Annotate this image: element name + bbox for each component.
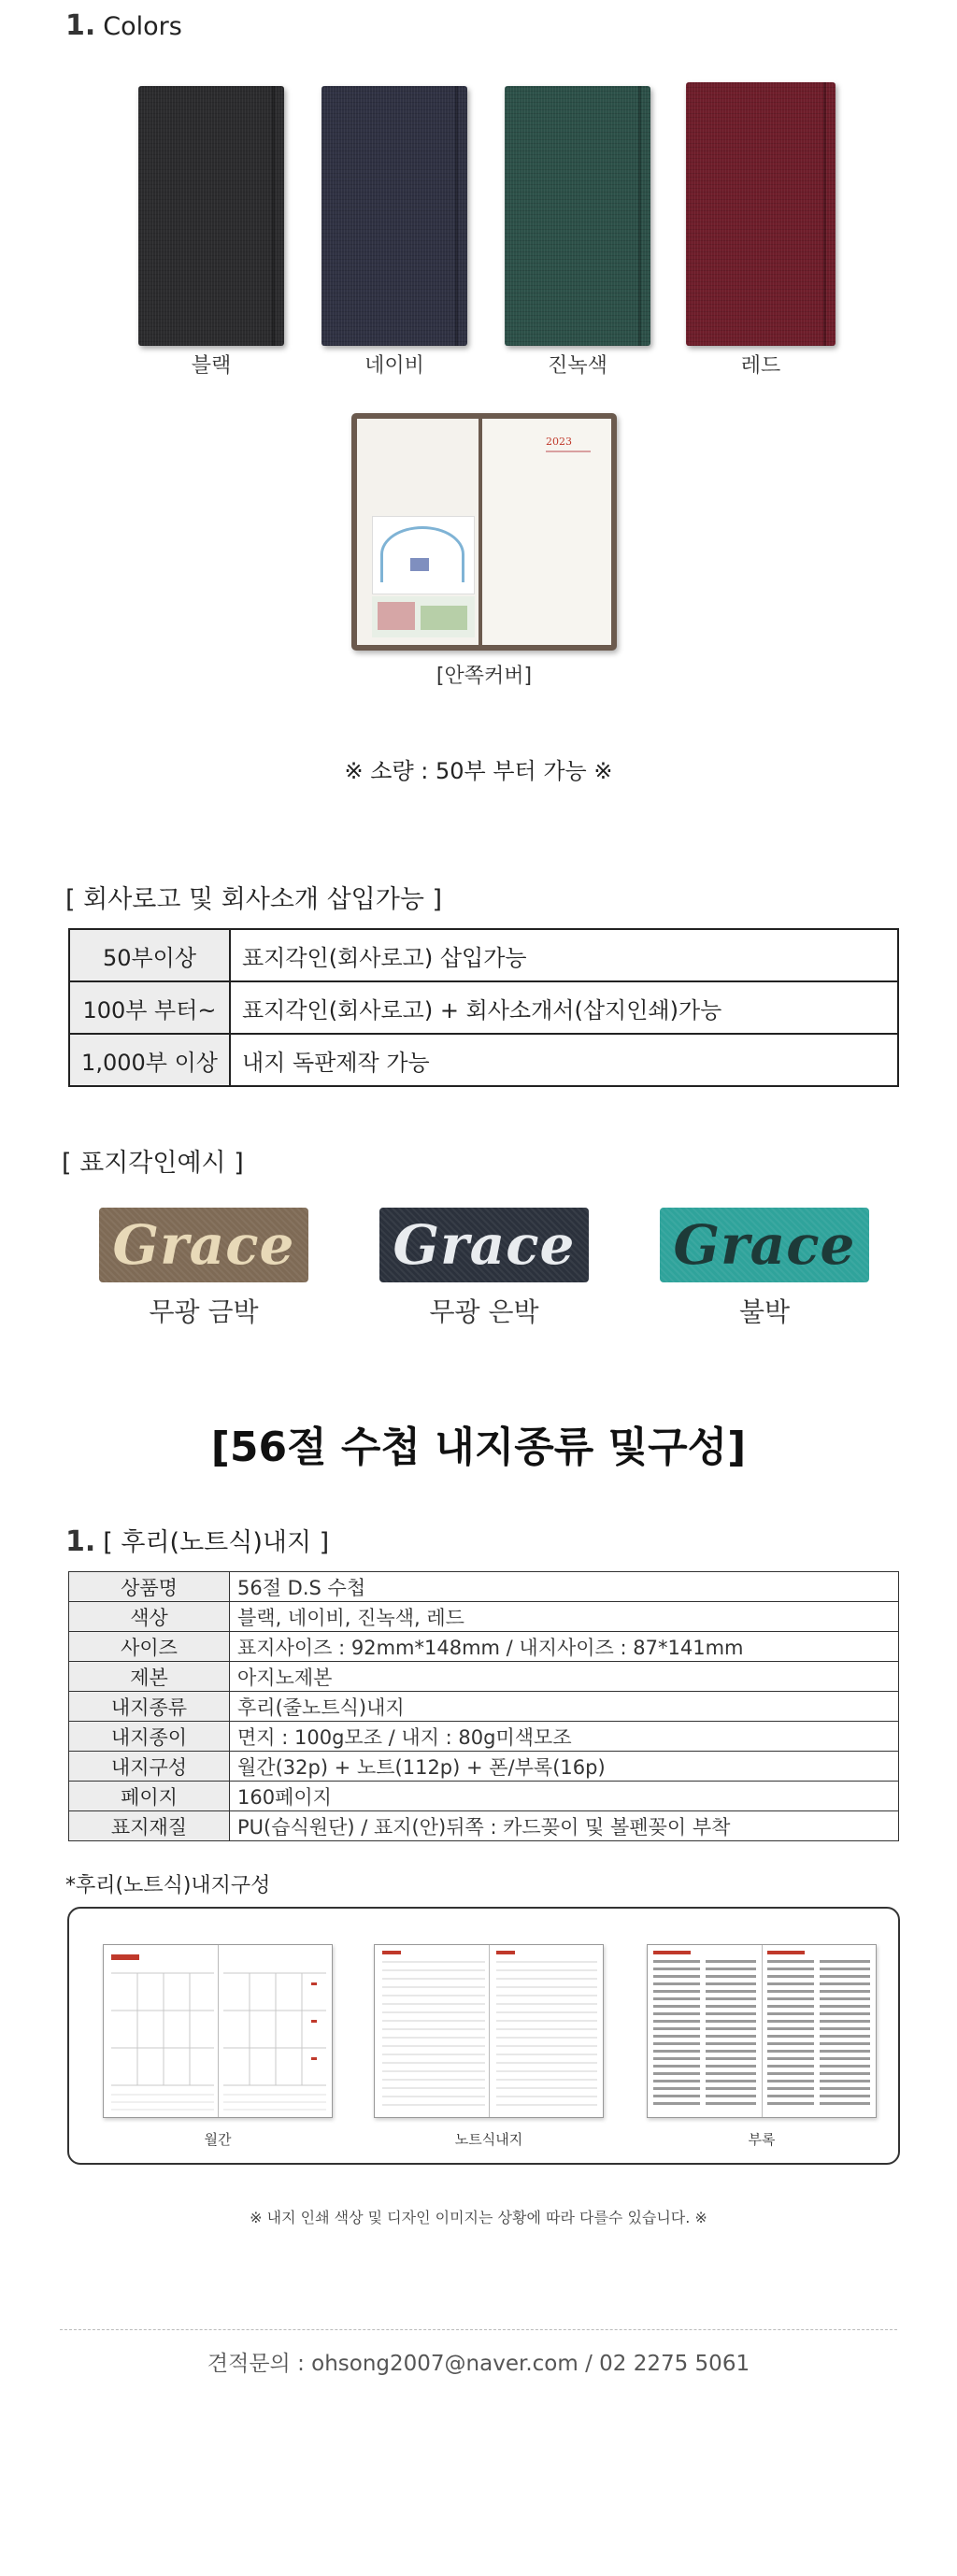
section-number: 1. <box>65 1525 96 1558</box>
spec-value: 아지노제본 <box>230 1662 899 1692</box>
spec-value: 56절 D.S 수첩 <box>230 1572 899 1602</box>
color-label-black: 블랙 <box>191 354 232 378</box>
row-value: 내지 독판제작 가능 <box>230 1034 898 1086</box>
table-row <box>69 981 898 1034</box>
section-title-text: Colors <box>103 12 182 41</box>
inner-cover-year: 2023 <box>546 436 572 448</box>
table-row <box>69 929 898 981</box>
spec-label: 표지재질 <box>69 1811 230 1841</box>
emboss-section-title: [ 표지각인예시 ] <box>62 1149 244 1178</box>
spec-value: PU(습식원단) / 표지(안)뒤쪽 : 카드꽂이 및 볼펜꽂이 부착 <box>230 1811 899 1841</box>
note-spread-image <box>374 1944 604 2118</box>
emboss-plate-silver: Grace <box>379 1208 589 1282</box>
disclaimer-note: ※ 내지 인쇄 색상 및 디자인 이미지는 상황에 따라 다를수 있습니다. ※ <box>250 2209 707 2226</box>
row-label: 50부이상 <box>69 929 230 981</box>
cover-swatch <box>686 82 836 346</box>
colors-section-title <box>65 9 182 42</box>
composition-box <box>67 1907 900 2165</box>
table-row <box>69 1811 899 1841</box>
spec-value: 월간(32p) + 노트(112p) + 폰/부록(16p) <box>230 1752 899 1782</box>
monthly-label: 월간 <box>204 2131 232 2148</box>
table-row <box>69 1692 899 1722</box>
spec-label: 페이지 <box>69 1782 230 1811</box>
inner-cover-image <box>351 413 617 651</box>
row-label: 100부 부터~ <box>69 981 230 1034</box>
table-row <box>69 1602 899 1632</box>
color-label-green: 진녹색 <box>548 354 607 378</box>
spec-value: 후리(줄노트식)내지 <box>230 1692 899 1722</box>
section-number: 1. <box>65 9 96 42</box>
appendix-spread-image <box>647 1944 877 2118</box>
emboss-label-gold: 무광 금박 <box>149 1296 259 1327</box>
inner-cover-label: [안쪽커버] <box>436 665 533 688</box>
logo-section-title: [ 회사로고 및 회사소개 삽입가능 ] <box>65 885 443 914</box>
section-title-text: [ 후리(노트식)내지 ] <box>103 1528 330 1557</box>
spec-label: 내지구성 <box>69 1752 230 1782</box>
cover-swatch <box>321 86 467 346</box>
table-row <box>69 1782 899 1811</box>
color-label-red: 레드 <box>740 354 781 378</box>
spec-label: 제본 <box>69 1662 230 1692</box>
spec-section-title <box>65 1522 329 1558</box>
cover-swatch <box>505 86 650 346</box>
spec-label: 색상 <box>69 1602 230 1632</box>
monthly-spread-image <box>103 1944 333 2118</box>
spec-label: 내지종류 <box>69 1692 230 1722</box>
spec-label: 내지종이 <box>69 1722 230 1752</box>
row-value: 표지각인(회사로고) + 회사소개서(삽지인쇄)가능 <box>230 981 898 1034</box>
spec-label: 사이즈 <box>69 1632 230 1662</box>
table-row <box>69 1752 899 1782</box>
table-row <box>69 1722 899 1752</box>
spec-value: 표지사이즈 : 92mm*148mm / 내지사이즈 : 87*141mm <box>230 1632 899 1662</box>
page-heading: [56절 수첩 내지종류 및구성] <box>210 1424 747 1471</box>
composition-title: *후리(노트식)내지구성 <box>65 1874 271 1897</box>
emboss-plate-gold: Grace <box>99 1208 308 1282</box>
spec-value: 160페이지 <box>230 1782 899 1811</box>
spec-value: 면지 : 100g모조 / 내지 : 80g미색모조 <box>230 1722 899 1752</box>
row-value: 표지각인(회사로고) 삽입가능 <box>230 929 898 981</box>
footer-divider <box>60 2329 897 2330</box>
note-label: 노트식내지 <box>454 2131 523 2148</box>
cover-swatch <box>138 86 284 346</box>
quantity-note: ※ 소량 : 50부 부터 가능 ※ <box>344 758 613 784</box>
table-row <box>69 1662 899 1692</box>
table-row <box>69 1572 899 1602</box>
color-label-navy: 네이비 <box>364 354 424 378</box>
emboss-label-foil: 불박 <box>738 1296 791 1327</box>
logo-options-table <box>68 928 899 1087</box>
emboss-label-silver: 무광 은박 <box>429 1296 539 1327</box>
row-label: 1,000부 이상 <box>69 1034 230 1086</box>
appendix-label: 부록 <box>748 2131 776 2148</box>
emboss-plate-foil: Grace <box>660 1208 869 1282</box>
spec-table <box>68 1571 899 1841</box>
spec-label: 상품명 <box>69 1572 230 1602</box>
table-row <box>69 1632 899 1662</box>
spec-value: 블랙, 네이비, 진녹색, 레드 <box>230 1602 899 1632</box>
contact-info: 견적문의 : ohsong2007@naver.com / 02 2275 5061 <box>207 2352 750 2376</box>
table-row <box>69 1034 898 1086</box>
